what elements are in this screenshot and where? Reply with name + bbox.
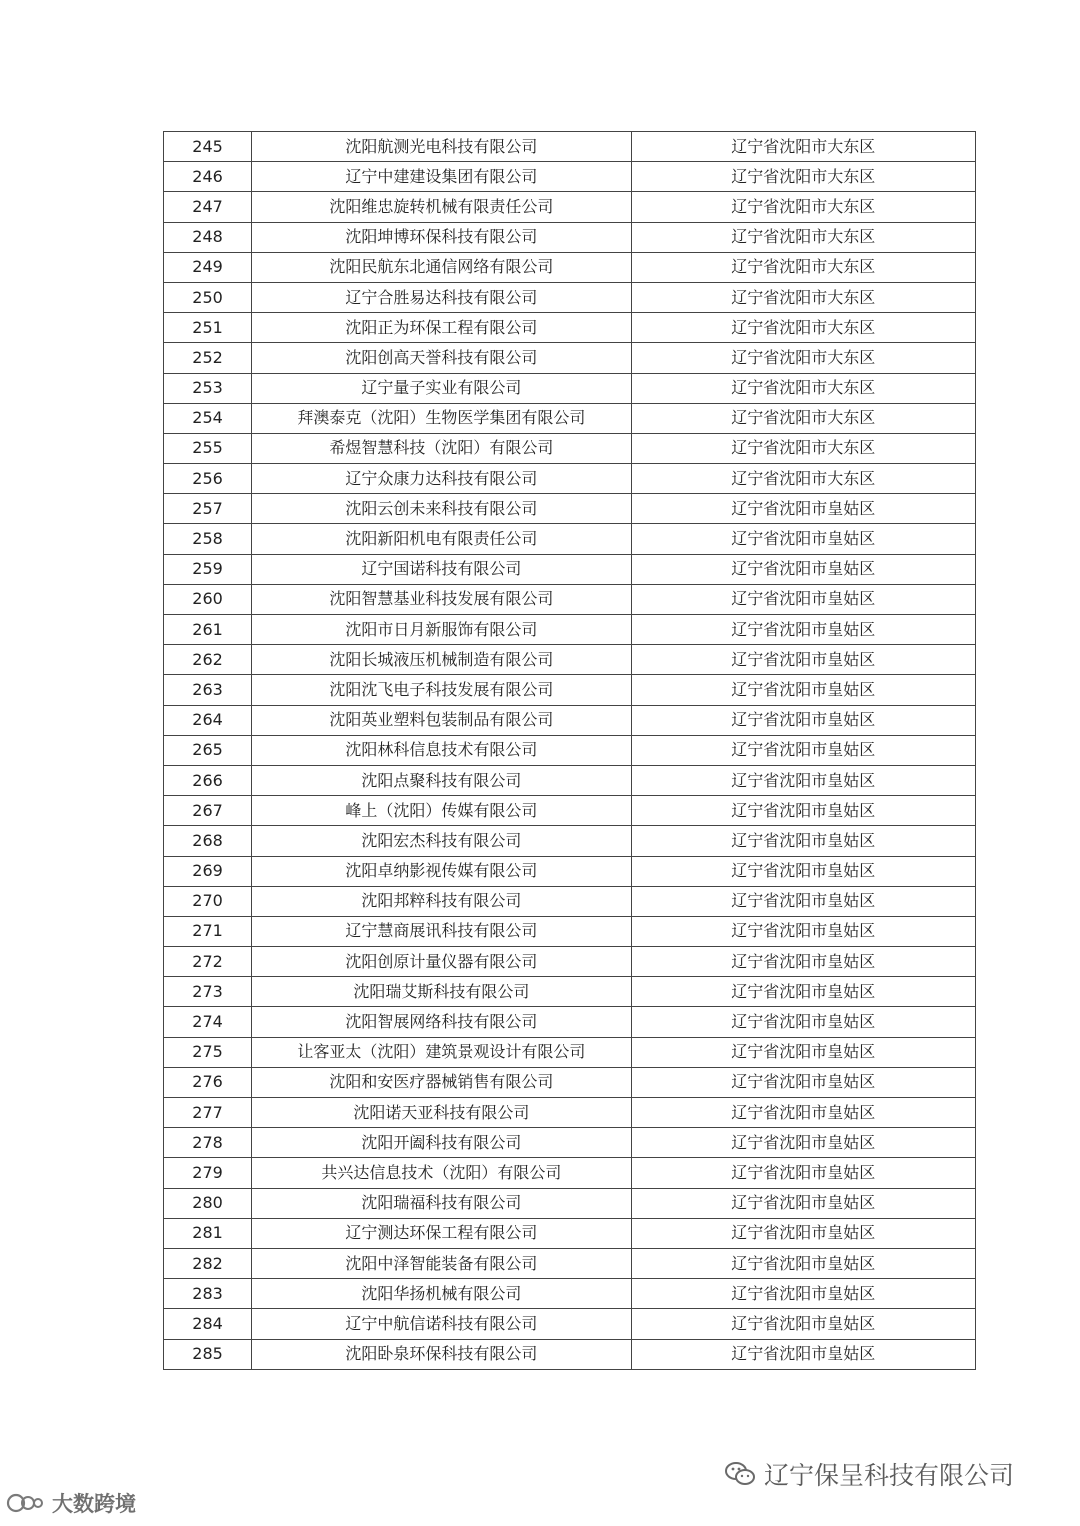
table-row bbox=[164, 765, 976, 795]
region-cell: 辽宁省沈阳市皇姑区 bbox=[631, 947, 975, 977]
region-cell: 辽宁省沈阳市大东区 bbox=[631, 433, 975, 463]
region-cell: 辽宁省沈阳市皇姑区 bbox=[631, 1098, 975, 1128]
row-number-cell: 272 bbox=[164, 947, 252, 977]
company-name-cell: 辽宁量子实业有限公司 bbox=[252, 373, 631, 403]
region-cell: 辽宁省沈阳市皇姑区 bbox=[631, 1279, 975, 1309]
company-name-cell: 沈阳华扬机械有限公司 bbox=[252, 1279, 631, 1309]
row-number-cell: 246 bbox=[164, 162, 252, 192]
company-name-cell: 沈阳云创未来科技有限公司 bbox=[252, 494, 631, 524]
row-number-cell: 282 bbox=[164, 1248, 252, 1278]
table-row bbox=[164, 947, 976, 977]
row-number-cell: 263 bbox=[164, 675, 252, 705]
company-name-cell: 辽宁众康力达科技有限公司 bbox=[252, 464, 631, 494]
table-row bbox=[164, 192, 976, 222]
row-number-cell: 255 bbox=[164, 433, 252, 463]
row-number-cell: 253 bbox=[164, 373, 252, 403]
region-cell: 辽宁省沈阳市皇姑区 bbox=[631, 554, 975, 584]
region-cell: 辽宁省沈阳市皇姑区 bbox=[631, 524, 975, 554]
company-name-cell: 辽宁测达环保工程有限公司 bbox=[252, 1218, 631, 1248]
company-list-table bbox=[163, 131, 976, 1370]
row-number-cell: 285 bbox=[164, 1339, 252, 1369]
row-number-cell: 261 bbox=[164, 615, 252, 645]
row-number-cell: 258 bbox=[164, 524, 252, 554]
company-name-cell: 辽宁合胜易达科技有限公司 bbox=[252, 282, 631, 312]
company-name-cell: 沈阳维忠旋转机械有限责任公司 bbox=[252, 192, 631, 222]
watermark-left bbox=[6, 1488, 136, 1518]
table-row bbox=[164, 373, 976, 403]
table-row bbox=[164, 1007, 976, 1037]
table-row bbox=[164, 433, 976, 463]
row-number-cell: 281 bbox=[164, 1218, 252, 1248]
region-cell: 辽宁省沈阳市皇姑区 bbox=[631, 494, 975, 524]
row-number-cell: 280 bbox=[164, 1188, 252, 1218]
row-number-cell: 283 bbox=[164, 1279, 252, 1309]
company-name-cell: 共兴达信息技术（沈阳）有限公司 bbox=[252, 1158, 631, 1188]
company-name-cell: 辽宁中航信诺科技有限公司 bbox=[252, 1309, 631, 1339]
company-name-cell: 沈阳长城液压机械制造有限公司 bbox=[252, 645, 631, 675]
table-row bbox=[164, 1339, 976, 1369]
row-number-cell: 268 bbox=[164, 826, 252, 856]
company-name-cell: 沈阳瑞艾斯科技有限公司 bbox=[252, 977, 631, 1007]
table-row bbox=[164, 554, 976, 584]
region-cell: 辽宁省沈阳市皇姑区 bbox=[631, 826, 975, 856]
company-name-cell: 沈阳点聚科技有限公司 bbox=[252, 765, 631, 795]
region-cell: 辽宁省沈阳市皇姑区 bbox=[631, 735, 975, 765]
region-cell: 辽宁省沈阳市大东区 bbox=[631, 464, 975, 494]
company-name-cell: 沈阳沈飞电子科技发展有限公司 bbox=[252, 675, 631, 705]
region-cell: 辽宁省沈阳市大东区 bbox=[631, 343, 975, 373]
row-number-cell: 278 bbox=[164, 1128, 252, 1158]
company-name-cell: 沈阳中泽智能装备有限公司 bbox=[252, 1248, 631, 1278]
table-row bbox=[164, 856, 976, 886]
region-cell: 辽宁省沈阳市皇姑区 bbox=[631, 645, 975, 675]
table-row bbox=[164, 162, 976, 192]
table-row bbox=[164, 132, 976, 162]
watermark-right bbox=[724, 1456, 1014, 1492]
region-cell: 辽宁省沈阳市皇姑区 bbox=[631, 1218, 975, 1248]
table-row bbox=[164, 252, 976, 282]
row-number-cell: 273 bbox=[164, 977, 252, 1007]
table-row bbox=[164, 735, 976, 765]
company-name-cell: 沈阳卓纳影视传媒有限公司 bbox=[252, 856, 631, 886]
table-row bbox=[164, 977, 976, 1007]
company-name-cell: 沈阳诺天亚科技有限公司 bbox=[252, 1098, 631, 1128]
row-number-cell: 270 bbox=[164, 886, 252, 916]
company-name-cell: 沈阳创高天誉科技有限公司 bbox=[252, 343, 631, 373]
table-row bbox=[164, 675, 976, 705]
row-number-cell: 252 bbox=[164, 343, 252, 373]
region-cell: 辽宁省沈阳市大东区 bbox=[631, 192, 975, 222]
row-number-cell: 277 bbox=[164, 1098, 252, 1128]
region-cell: 辽宁省沈阳市皇姑区 bbox=[631, 796, 975, 826]
region-cell: 辽宁省沈阳市皇姑区 bbox=[631, 584, 975, 614]
region-cell: 辽宁省沈阳市皇姑区 bbox=[631, 1248, 975, 1278]
region-cell: 辽宁省沈阳市皇姑区 bbox=[631, 886, 975, 916]
region-cell: 辽宁省沈阳市大东区 bbox=[631, 252, 975, 282]
table-row bbox=[164, 494, 976, 524]
company-name-cell: 沈阳智展网络科技有限公司 bbox=[252, 1007, 631, 1037]
table-body bbox=[164, 132, 976, 1370]
table-row bbox=[164, 524, 976, 554]
row-number-cell: 276 bbox=[164, 1067, 252, 1097]
region-cell: 辽宁省沈阳市皇姑区 bbox=[631, 1128, 975, 1158]
company-name-cell: 沈阳民航东北通信网络有限公司 bbox=[252, 252, 631, 282]
row-number-cell: 257 bbox=[164, 494, 252, 524]
region-cell: 辽宁省沈阳市皇姑区 bbox=[631, 615, 975, 645]
region-cell: 辽宁省沈阳市皇姑区 bbox=[631, 1007, 975, 1037]
table-row bbox=[164, 464, 976, 494]
table-row bbox=[164, 886, 976, 916]
region-cell: 辽宁省沈阳市大东区 bbox=[631, 282, 975, 312]
region-cell: 辽宁省沈阳市皇姑区 bbox=[631, 916, 975, 946]
watermark-left-text: 大数跨境 bbox=[52, 1492, 136, 1516]
row-number-cell: 274 bbox=[164, 1007, 252, 1037]
table-row bbox=[164, 1248, 976, 1278]
table-row bbox=[164, 615, 976, 645]
company-name-cell: 拜澳泰克（沈阳）生物医学集团有限公司 bbox=[252, 403, 631, 433]
region-cell: 辽宁省沈阳市皇姑区 bbox=[631, 977, 975, 1007]
company-name-cell: 峰上（沈阳）传媒有限公司 bbox=[252, 796, 631, 826]
region-cell: 辽宁省沈阳市大东区 bbox=[631, 403, 975, 433]
watermark-right-text: 辽宁保呈科技有限公司 bbox=[764, 1461, 1015, 1490]
row-number-cell: 266 bbox=[164, 765, 252, 795]
company-name-cell: 沈阳开阖科技有限公司 bbox=[252, 1128, 631, 1158]
region-cell: 辽宁省沈阳市皇姑区 bbox=[631, 1188, 975, 1218]
logo-swirl-icon bbox=[6, 1490, 46, 1516]
table-row bbox=[164, 313, 976, 343]
row-number-cell: 262 bbox=[164, 645, 252, 675]
row-number-cell: 245 bbox=[164, 132, 252, 162]
table-row bbox=[164, 403, 976, 433]
region-cell: 辽宁省沈阳市皇姑区 bbox=[631, 1309, 975, 1339]
company-name-cell: 沈阳创原计量仪器有限公司 bbox=[252, 947, 631, 977]
region-cell: 辽宁省沈阳市皇姑区 bbox=[631, 675, 975, 705]
row-number-cell: 284 bbox=[164, 1309, 252, 1339]
table-row bbox=[164, 1158, 976, 1188]
row-number-cell: 251 bbox=[164, 313, 252, 343]
region-cell: 辽宁省沈阳市大东区 bbox=[631, 132, 975, 162]
table-row bbox=[164, 705, 976, 735]
company-name-cell: 辽宁慧商展讯科技有限公司 bbox=[252, 916, 631, 946]
table-row bbox=[164, 1188, 976, 1218]
row-number-cell: 254 bbox=[164, 403, 252, 433]
company-name-cell: 沈阳卧泉环保科技有限公司 bbox=[252, 1339, 631, 1369]
row-number-cell: 247 bbox=[164, 192, 252, 222]
company-name-cell: 沈阳和安医疗器械销售有限公司 bbox=[252, 1067, 631, 1097]
row-number-cell: 269 bbox=[164, 856, 252, 886]
region-cell: 辽宁省沈阳市大东区 bbox=[631, 222, 975, 252]
company-name-cell: 沈阳坤博环保科技有限公司 bbox=[252, 222, 631, 252]
company-name-cell: 让客亚太（沈阳）建筑景观设计有限公司 bbox=[252, 1037, 631, 1067]
table-row bbox=[164, 916, 976, 946]
row-number-cell: 248 bbox=[164, 222, 252, 252]
company-name-cell: 沈阳航测光电科技有限公司 bbox=[252, 132, 631, 162]
table-row bbox=[164, 282, 976, 312]
table-row bbox=[164, 1037, 976, 1067]
table-row bbox=[164, 1279, 976, 1309]
row-number-cell: 256 bbox=[164, 464, 252, 494]
wechat-icon bbox=[724, 1460, 756, 1488]
company-name-cell: 沈阳宏杰科技有限公司 bbox=[252, 826, 631, 856]
table-row bbox=[164, 1309, 976, 1339]
region-cell: 辽宁省沈阳市皇姑区 bbox=[631, 1067, 975, 1097]
row-number-cell: 250 bbox=[164, 282, 252, 312]
company-name-cell: 沈阳瑞福科技有限公司 bbox=[252, 1188, 631, 1218]
row-number-cell: 275 bbox=[164, 1037, 252, 1067]
table-row bbox=[164, 584, 976, 614]
company-name-cell: 沈阳市日月新服饰有限公司 bbox=[252, 615, 631, 645]
table-row bbox=[164, 645, 976, 675]
row-number-cell: 260 bbox=[164, 584, 252, 614]
row-number-cell: 249 bbox=[164, 252, 252, 282]
company-name-cell: 沈阳英业塑料包装制品有限公司 bbox=[252, 705, 631, 735]
region-cell: 辽宁省沈阳市皇姑区 bbox=[631, 1037, 975, 1067]
region-cell: 辽宁省沈阳市皇姑区 bbox=[631, 1158, 975, 1188]
table-row bbox=[164, 222, 976, 252]
region-cell: 辽宁省沈阳市皇姑区 bbox=[631, 856, 975, 886]
table-row bbox=[164, 796, 976, 826]
table-row bbox=[164, 1128, 976, 1158]
company-name-cell: 沈阳新阳机电有限责任公司 bbox=[252, 524, 631, 554]
region-cell: 辽宁省沈阳市皇姑区 bbox=[631, 705, 975, 735]
table-row bbox=[164, 343, 976, 373]
company-name-cell: 辽宁中建建设集团有限公司 bbox=[252, 162, 631, 192]
row-number-cell: 271 bbox=[164, 916, 252, 946]
company-name-cell: 沈阳正为环保工程有限公司 bbox=[252, 313, 631, 343]
company-name-cell: 沈阳林科信息技术有限公司 bbox=[252, 735, 631, 765]
company-name-cell: 希煜智慧科技（沈阳）有限公司 bbox=[252, 433, 631, 463]
row-number-cell: 267 bbox=[164, 796, 252, 826]
row-number-cell: 264 bbox=[164, 705, 252, 735]
table-row bbox=[164, 1098, 976, 1128]
region-cell: 辽宁省沈阳市皇姑区 bbox=[631, 765, 975, 795]
row-number-cell: 265 bbox=[164, 735, 252, 765]
table-row bbox=[164, 826, 976, 856]
table-row bbox=[164, 1218, 976, 1248]
company-name-cell: 沈阳邦粹科技有限公司 bbox=[252, 886, 631, 916]
company-name-cell: 辽宁国诺科技有限公司 bbox=[252, 554, 631, 584]
row-number-cell: 279 bbox=[164, 1158, 252, 1188]
region-cell: 辽宁省沈阳市大东区 bbox=[631, 162, 975, 192]
table-row bbox=[164, 1067, 976, 1097]
company-name-cell: 沈阳智慧基业科技发展有限公司 bbox=[252, 584, 631, 614]
row-number-cell: 259 bbox=[164, 554, 252, 584]
region-cell: 辽宁省沈阳市皇姑区 bbox=[631, 1339, 975, 1369]
region-cell: 辽宁省沈阳市大东区 bbox=[631, 373, 975, 403]
region-cell: 辽宁省沈阳市大东区 bbox=[631, 313, 975, 343]
